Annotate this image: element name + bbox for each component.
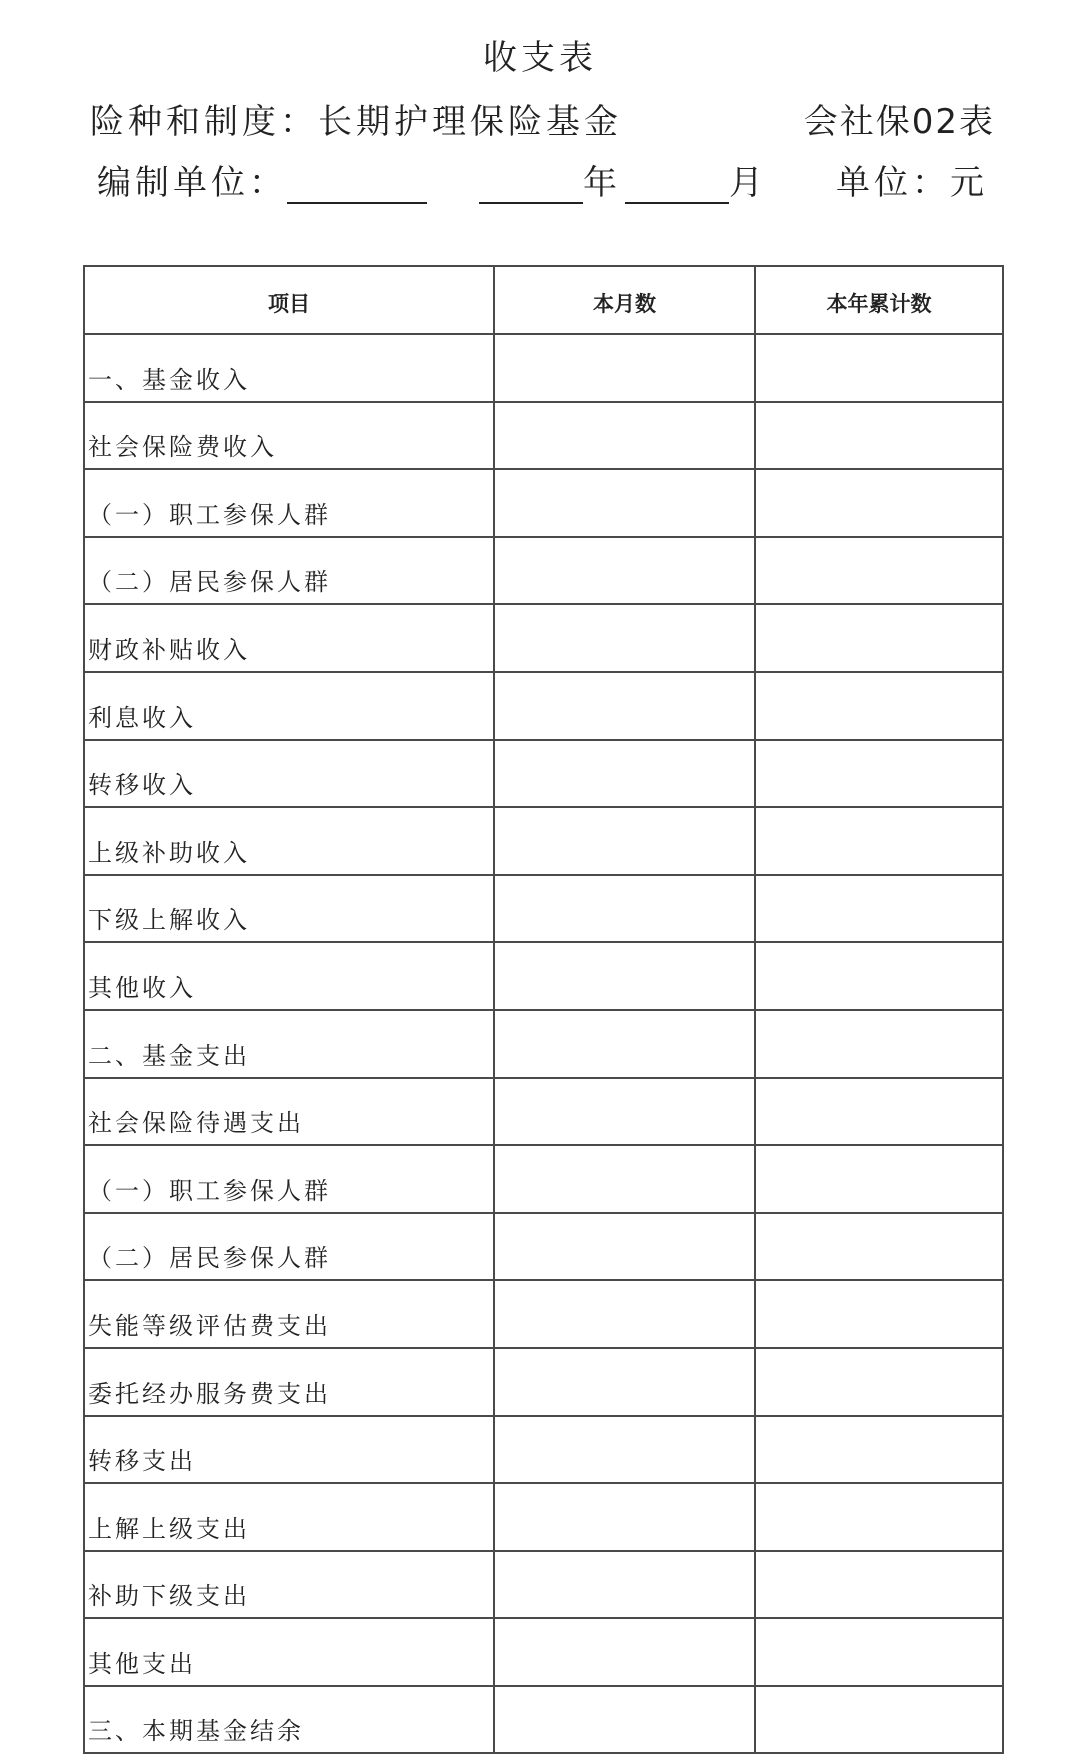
row-item-label: 失能等级评估费支出 — [84, 1280, 494, 1348]
table-row — [84, 402, 1003, 470]
month-amount-cell[interactable] — [494, 537, 755, 605]
ytd-amount-cell[interactable] — [755, 807, 1003, 875]
ytd-amount-cell[interactable] — [755, 875, 1003, 943]
row-item-label: 转移支出 — [84, 1416, 494, 1484]
ytd-amount-cell[interactable] — [755, 334, 1003, 402]
month-amount-cell[interactable] — [494, 1213, 755, 1281]
row-item-label: （一）职工参保人群 — [84, 1145, 494, 1213]
row-item-label: 其他支出 — [84, 1618, 494, 1686]
row-item-label: 其他收入 — [84, 942, 494, 1010]
preparer-unit-label: 编制单位： — [97, 163, 287, 203]
column-header-item: 项目 — [84, 266, 494, 334]
row-item-label: 二、基金支出 — [84, 1010, 494, 1078]
ytd-amount-cell[interactable] — [755, 1348, 1003, 1416]
row-item-label: （二）居民参保人群 — [84, 537, 494, 605]
row-item-label: 一、基金收入 — [84, 334, 494, 402]
month-amount-cell[interactable] — [494, 1280, 755, 1348]
ytd-amount-cell[interactable] — [755, 1145, 1003, 1213]
ytd-amount-cell[interactable] — [755, 469, 1003, 537]
table-row — [84, 1618, 1003, 1686]
month-amount-cell[interactable] — [494, 942, 755, 1010]
month-amount-cell[interactable] — [494, 604, 755, 672]
table-row — [84, 1010, 1003, 1078]
ytd-amount-cell[interactable] — [755, 942, 1003, 1010]
ytd-amount-cell[interactable] — [755, 402, 1003, 470]
ytd-amount-cell[interactable] — [755, 1483, 1003, 1551]
row-item-label: 转移收入 — [84, 740, 494, 808]
ytd-amount-cell[interactable] — [755, 1686, 1003, 1754]
ytd-amount-cell[interactable] — [755, 1416, 1003, 1484]
ytd-amount-cell[interactable] — [755, 1010, 1003, 1078]
table-row — [84, 1483, 1003, 1551]
month-amount-cell[interactable] — [494, 1618, 755, 1686]
year-field[interactable] — [479, 166, 583, 204]
month-amount-cell[interactable] — [494, 807, 755, 875]
table-row — [84, 1416, 1003, 1484]
table-row — [84, 1213, 1003, 1281]
ytd-amount-cell[interactable] — [755, 1280, 1003, 1348]
table-row — [84, 334, 1003, 402]
row-item-label: 委托经办服务费支出 — [84, 1348, 494, 1416]
fund-type-label: 险种和制度：长期护理保险基金 — [90, 102, 622, 142]
row-item-label: 社会保险费收入 — [84, 402, 494, 470]
table-row — [84, 1280, 1003, 1348]
table-row — [84, 942, 1003, 1010]
table-row — [84, 740, 1003, 808]
row-item-label: 上级补助收入 — [84, 807, 494, 875]
table-row — [84, 469, 1003, 537]
row-item-label: 三、本期基金结余 — [84, 1686, 494, 1754]
table-row — [84, 1145, 1003, 1213]
month-amount-cell[interactable] — [494, 334, 755, 402]
ytd-amount-cell[interactable] — [755, 1078, 1003, 1146]
row-item-label: （一）职工参保人群 — [84, 469, 494, 537]
table-row — [84, 875, 1003, 943]
row-item-label: 利息收入 — [84, 672, 494, 740]
table-row — [84, 807, 1003, 875]
table-row — [84, 1348, 1003, 1416]
month-amount-cell[interactable] — [494, 1078, 755, 1146]
month-amount-cell[interactable] — [494, 740, 755, 808]
row-item-label: 上解上级支出 — [84, 1483, 494, 1551]
month-amount-cell[interactable] — [494, 672, 755, 740]
month-amount-cell[interactable] — [494, 1416, 755, 1484]
form-title: 收支表 — [483, 38, 597, 78]
table-row — [84, 1686, 1003, 1754]
month-amount-cell[interactable] — [494, 402, 755, 470]
table-header-row — [84, 266, 1003, 334]
year-label: 年 — [583, 163, 621, 203]
table-row — [84, 672, 1003, 740]
month-amount-cell[interactable] — [494, 1145, 755, 1213]
ytd-amount-cell[interactable] — [755, 537, 1003, 605]
month-amount-cell[interactable] — [494, 1010, 755, 1078]
ytd-amount-cell[interactable] — [755, 740, 1003, 808]
month-amount-cell[interactable] — [494, 1348, 755, 1416]
ytd-amount-cell[interactable] — [755, 1213, 1003, 1281]
ytd-amount-cell[interactable] — [755, 672, 1003, 740]
income-expense-table — [83, 265, 1004, 1754]
table-row — [84, 1078, 1003, 1146]
table-row — [84, 1551, 1003, 1619]
row-item-label: 下级上解收入 — [84, 875, 494, 943]
month-amount-cell[interactable] — [494, 1483, 755, 1551]
row-item-label: 社会保险待遇支出 — [84, 1078, 494, 1146]
month-amount-cell[interactable] — [494, 1551, 755, 1619]
month-amount-cell[interactable] — [494, 1686, 755, 1754]
currency-unit: 单位：元 — [836, 163, 988, 203]
column-header-month: 本月数 — [494, 266, 755, 334]
table-row — [84, 537, 1003, 605]
table-row — [84, 604, 1003, 672]
month-label: 月 — [729, 163, 767, 203]
preparer-line — [97, 155, 767, 204]
preparer-unit-field[interactable] — [287, 166, 427, 204]
form-code: 会社保02表 — [803, 102, 995, 142]
row-item-label: （二）居民参保人群 — [84, 1213, 494, 1281]
row-item-label: 补助下级支出 — [84, 1551, 494, 1619]
row-item-label: 财政补贴收入 — [84, 604, 494, 672]
ytd-amount-cell[interactable] — [755, 1618, 1003, 1686]
ytd-amount-cell[interactable] — [755, 1551, 1003, 1619]
month-amount-cell[interactable] — [494, 469, 755, 537]
column-header-ytd: 本年累计数 — [755, 266, 1003, 334]
month-amount-cell[interactable] — [494, 875, 755, 943]
month-field[interactable] — [625, 166, 729, 204]
ytd-amount-cell[interactable] — [755, 604, 1003, 672]
